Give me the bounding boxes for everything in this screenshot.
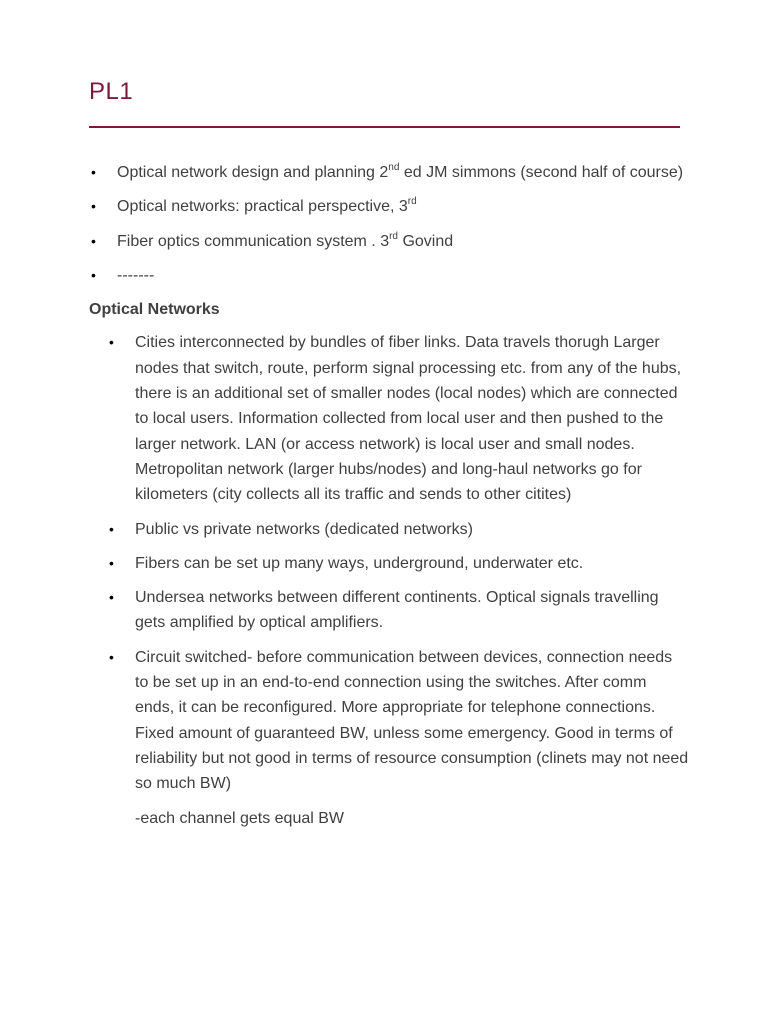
title-divider bbox=[89, 126, 680, 128]
list-item: • Fibers can be set up many ways, underground, underwater etc. bbox=[107, 551, 689, 576]
bullet-icon: • bbox=[109, 334, 114, 351]
bullet-icon: • bbox=[91, 198, 96, 215]
reference-list bbox=[89, 160, 689, 288]
list-item: • Circuit switched- before communication between devices, connection needs to be set up in an end-to-end connection using the switches. After comm ends, it can be reconfigured. More appropriate for telephone connections. Fixed amount of guaranteed BW, unless some emergency. Good in terms of reliability but not good in terms of resource consumption (clinets may not need so much BW) bbox=[107, 645, 689, 797]
bullet-icon: • bbox=[91, 266, 96, 283]
reference-item: • ------- bbox=[89, 263, 689, 288]
reference-item: • Fiber optics communication system . 3rd Govind bbox=[89, 229, 689, 254]
page-title: PL1 bbox=[89, 78, 134, 105]
section-heading: Optical Networks bbox=[89, 301, 220, 319]
document-body bbox=[89, 160, 689, 831]
reference-item: • Optical networks: practical perspective, 3rd bbox=[89, 194, 689, 219]
sub-note: -each channel gets equal BW bbox=[135, 809, 345, 827]
notes-list bbox=[107, 330, 689, 796]
bullet-icon: • bbox=[109, 648, 114, 665]
bullet-icon: • bbox=[109, 520, 114, 537]
bullet-icon: • bbox=[109, 554, 114, 571]
reference-item: • Optical network design and planning 2nd ed JM simmons (second half of course) bbox=[89, 160, 689, 185]
list-item: • Cities interconnected by bundles of fiber links. Data travels thorugh Larger nodes that switch, route, perform signal processing etc. from any of the hubs, there is an additional set of smaller nodes (local nodes) which are connected to local users. Information collected from local user and then pushed to the larger network. LAN (or access network) is local user and small nodes. Metropolitan network (larger hubs/nodes) and long-haul networks go for kilometers (city collects all its traffic and sends to other citites) bbox=[107, 330, 689, 507]
bullet-icon: • bbox=[91, 164, 96, 180]
bullet-icon: • bbox=[109, 589, 114, 606]
list-item: • Undersea networks between different continents. Optical signals travelling gets amplified by optical amplifiers. bbox=[107, 585, 689, 636]
bullet-icon: • bbox=[91, 232, 96, 249]
list-item: • Public vs private networks (dedicated networks) bbox=[107, 517, 689, 542]
